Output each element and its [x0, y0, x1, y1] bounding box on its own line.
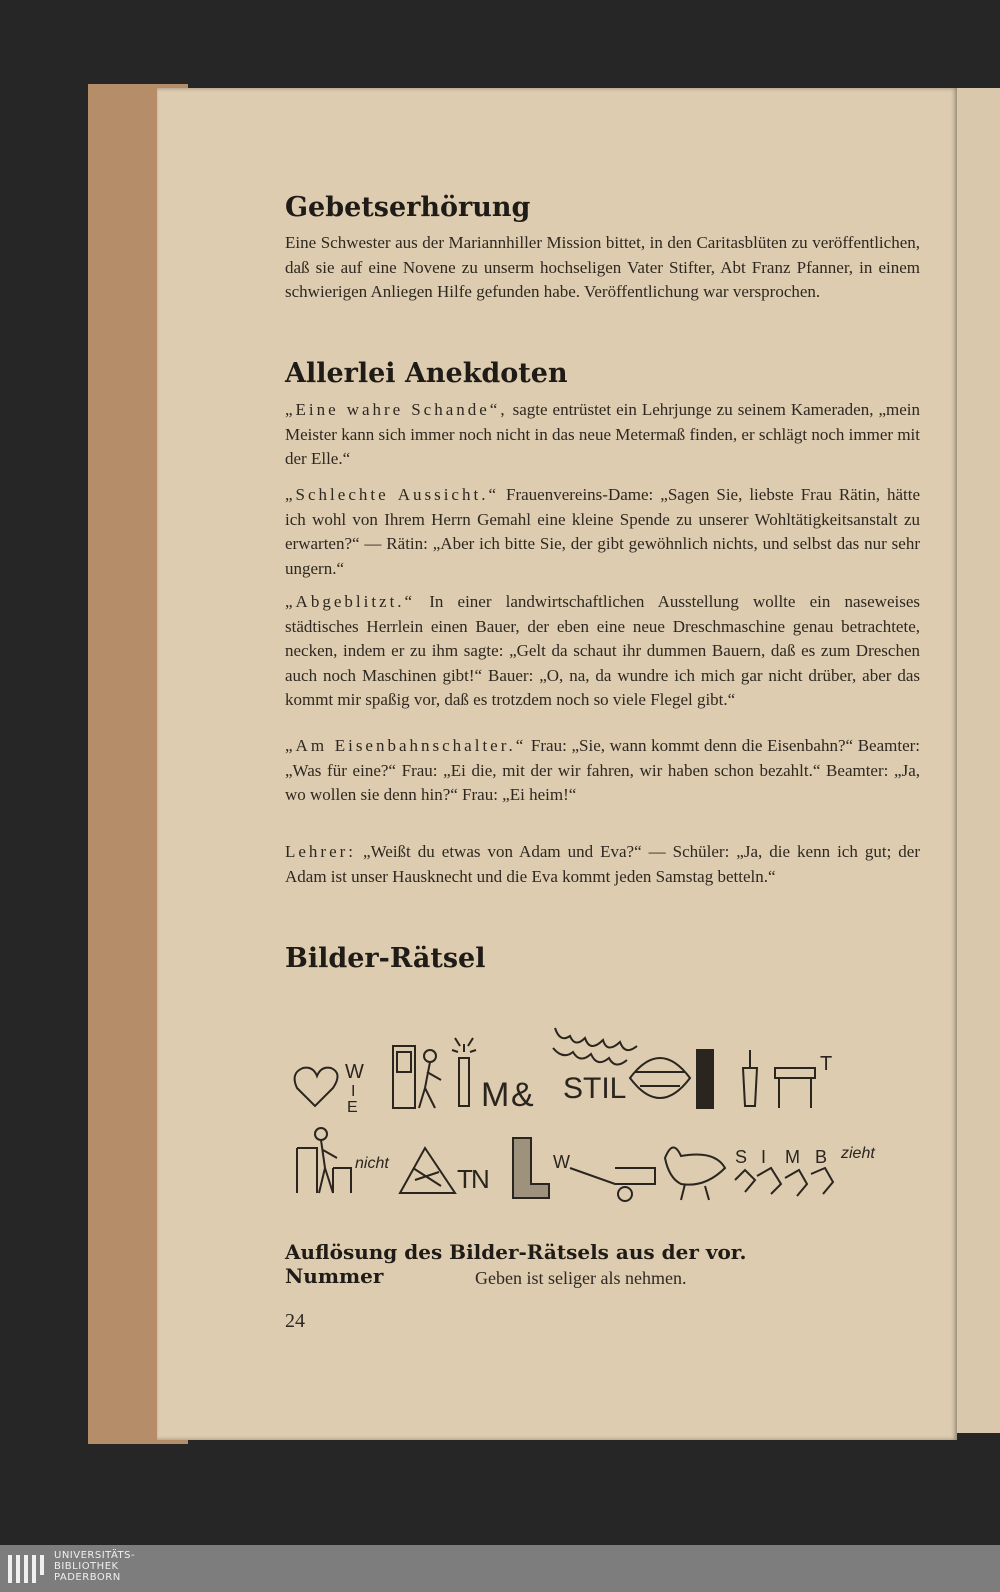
anecdote-5-text: „Weißt du etwas von Adam und Eva?“ — Schüler: „Ja, die kenn ich gut; der Adam ist unser Hausknecht und die Eva kommt jeden Samstag betteln.“: [285, 842, 921, 886]
anecdote-1-title: „Eine wahre Schande“,: [285, 400, 508, 419]
anecdote-2-text: Frauenvereins-Dame: „Sagen Sie, liebste Frau Rätin, hätte ich wohl von Ihrem Herrn Gemahl eine kleine Spende zu unserer Wohltätigkeitsanstalt zu erwarten?“ — Rätin: „Aber ich bitte Sie, der gibt gewöhnlich nichts, und selbst das nur sehr ungern.“: [285, 485, 920, 578]
goose-icon: [665, 1147, 725, 1200]
library-footer: [0, 1545, 1000, 1592]
puzzle-heading: Bilder-Rätsel: [285, 943, 486, 974]
book-page: [157, 88, 957, 1440]
anecdote-4-text: Frau: „Sie, wann kommt denn die Eisenbahn?“ Beamter: „Was für eine?“ Frau: „Ei die, mit der wir fahren, wir haben schon bezahlt.“ Beamter: „Ja, wo wollen sie denn hin?“ Frau: „Ei heim!“: [285, 736, 921, 804]
prayer-paragraph: Eine Schwester aus der Mariannhiller Mission bittet, in den Caritasblüten zu veröffentlichen, daß sie auf eine Novene zu unserm hochseligen Vater Stifter, Abt Franz Pfanner, in einem schwierigen Anliegen Hilfe gefunden habe. Veröffentlichung war versprochen.: [285, 233, 920, 301]
solution-text: Geben ist seliger als nehmen.: [475, 1268, 687, 1288]
anecdote-5-title: Lehrer:: [285, 842, 357, 861]
anecdote-4: [285, 734, 920, 808]
puzzle-ampersand: &: [511, 1076, 534, 1114]
anecdote-5: [285, 840, 920, 889]
library-line-1: UNIVERSITÄTS-: [54, 1550, 136, 1561]
puzzle-letter-t-2: T: [457, 1164, 473, 1194]
tent-icon: [400, 1148, 455, 1193]
puzzle-word-nicht: nicht: [355, 1155, 389, 1172]
prayer-heading: Gebetserhörung: [285, 192, 531, 223]
puzzle-letter-m: M: [481, 1076, 510, 1114]
table-icon: [775, 1068, 815, 1108]
flames-icon: [553, 1028, 637, 1065]
page-number: 24: [285, 1310, 305, 1332]
picture-puzzle: [285, 988, 920, 1218]
wheelbarrow-icon: [570, 1168, 655, 1201]
anecdote-1: [285, 398, 920, 472]
basket-icon: [630, 1058, 690, 1098]
puzzle-letter-w: W: [345, 1061, 364, 1083]
library-name: [54, 1550, 135, 1583]
library-logo-icon: [6, 1553, 46, 1587]
heart-icon: [295, 1068, 338, 1106]
puzzle-letter-i: I: [351, 1083, 356, 1100]
puzzle-letter-n: N: [471, 1164, 490, 1194]
adjacent-page-edge: [950, 88, 1000, 1433]
puzzle-word-stil: STIL: [563, 1072, 627, 1105]
sock-icon: [513, 1138, 549, 1198]
puzzle-letter-e: E: [347, 1099, 358, 1116]
candle-icon: [452, 1038, 476, 1106]
bottle-icon: [743, 1050, 757, 1106]
anecdotes-heading: Allerlei Anekdoten: [285, 358, 568, 389]
anecdote-3-title: „Abgeblitzt.“: [285, 592, 416, 611]
puzzle-letter-w-2: W: [553, 1152, 570, 1172]
puzzle-letter-b: B: [815, 1147, 828, 1167]
pump-figure-icon: [297, 1128, 351, 1193]
puzzle-word-zieht: zieht: [841, 1145, 875, 1162]
library-line-3: PADERBORN: [54, 1572, 121, 1583]
anecdote-3-text: In einer landwirtschaftlichen Ausstellung wollte ein naseweises städtisches Herrlein einen Bauer, der eben eine neue Dreschmaschine genau betrachtete, necken, indem er zu ihm sagte: „Gelt da schaut ihr dummen Bauern, daß es zum Dreschen auch noch Maschinen gibt!“ Bauer: „O, na, da wundre ich mich gar nicht drüber, aber das kommt mir spaßig vor, daß es trotzdem noch so viele Flegel gibt.“: [285, 592, 921, 709]
puzzle-letter-s: S: [735, 1147, 748, 1167]
door-figure-icon: [393, 1046, 441, 1108]
anecdote-2: [285, 483, 920, 581]
solution-heading: Auflösung des Bilder-Rätsels aus der vor. Nummer: [285, 1240, 747, 1288]
dark-block-icon: [697, 1050, 713, 1108]
puzzle-letter-m-2: M: [785, 1147, 800, 1167]
anecdote-4-title: „Am Eisenbahnschalter.“: [285, 736, 527, 755]
anecdote-1-text: sagte entrüstet ein Lehrjunge zu seinem Kameraden, „mein Meister kann sich immer noch nicht in das neue Metermaß finden, er schlägt noch immer mit der Elle.“: [285, 400, 920, 468]
puzzle-letter-t: T: [820, 1053, 833, 1075]
running-figures-icon: [735, 1168, 833, 1196]
anecdote-3: [285, 590, 920, 713]
library-line-2: BIBLIOTHEK: [54, 1561, 119, 1572]
puzzle-letter-i-2: I: [761, 1147, 767, 1167]
anecdote-2-title: „Schlechte Aussicht.“: [285, 485, 499, 504]
